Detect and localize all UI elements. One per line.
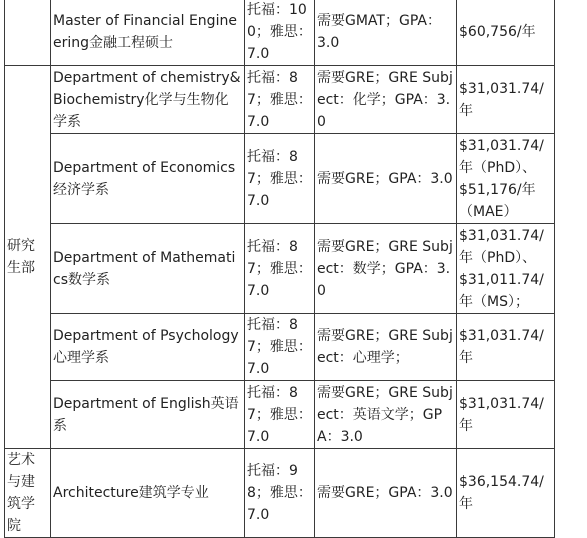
tuition-cell: $31,031.74/年 [457, 66, 555, 134]
tuition-cell: $60,756/年 [457, 0, 555, 66]
program-cell: Department of Mathematics数学系 [51, 224, 245, 314]
program-cell: Department of Psychology心理学系 [51, 314, 245, 381]
program-cell: Department of chemistry&Biochemistry化学与生物化学系 [51, 66, 245, 134]
requirements-cell: 需要GRE；GPA：3.0 [315, 449, 457, 538]
table-row [5, 314, 555, 381]
tuition-cell: $31,031.74/年（PhD）、$51,176/年（MAE） [457, 134, 555, 224]
table-row [5, 0, 555, 66]
tuition-cell: $31,031.74/年 [457, 381, 555, 449]
language-cell: 托福：87；雅思：7.0 [245, 381, 315, 449]
requirements-cell: 需要GRE；GRE Subject：化学；GPA：3.0 [315, 66, 457, 134]
language-cell: 托福：87；雅思：7.0 [245, 134, 315, 224]
tuition-cell: $36,154.74/年 [457, 449, 555, 538]
table-row [5, 134, 555, 224]
program-table-container [4, 0, 555, 538]
table-row [5, 224, 555, 314]
requirements-cell: 需要GRE；GPA：3.0 [315, 134, 457, 224]
language-cell: 托福：87；雅思：7.0 [245, 314, 315, 381]
college-cell [5, 0, 51, 66]
requirements-cell: 需要GMAT；GPA：3.0 [315, 0, 457, 66]
language-cell: 托福：98；雅思：7.0 [245, 449, 315, 538]
table-row [5, 66, 555, 134]
college-cell: 艺术与建筑学院 [5, 449, 51, 538]
program-cell: Department of English英语系 [51, 381, 245, 449]
program-cell: Master of Financial Engineering金融工程硕士 [51, 0, 245, 66]
program-table [4, 0, 555, 538]
program-cell: Architecture建筑学专业 [51, 449, 245, 538]
college-cell: 研究生部 [5, 66, 51, 449]
table-row [5, 381, 555, 449]
table-row [5, 449, 555, 538]
tuition-cell: $31,031.74/年 [457, 314, 555, 381]
requirements-cell: 需要GRE；GRE Subject：数学；GPA：3.0 [315, 224, 457, 314]
tuition-cell: $31,031.74/年（PhD）、$31,011.74/年（MS）； [457, 224, 555, 314]
language-cell: 托福：87；雅思：7.0 [245, 224, 315, 314]
program-cell: Department of Economics经济学系 [51, 134, 245, 224]
language-cell: 托福：100；雅思：7.0 [245, 0, 315, 66]
requirements-cell: 需要GRE；GRE Subject：心理学； [315, 314, 457, 381]
language-cell: 托福：87；雅思：7.0 [245, 66, 315, 134]
requirements-cell: 需要GRE；GRE Subject：英语文学；GPA：3.0 [315, 381, 457, 449]
